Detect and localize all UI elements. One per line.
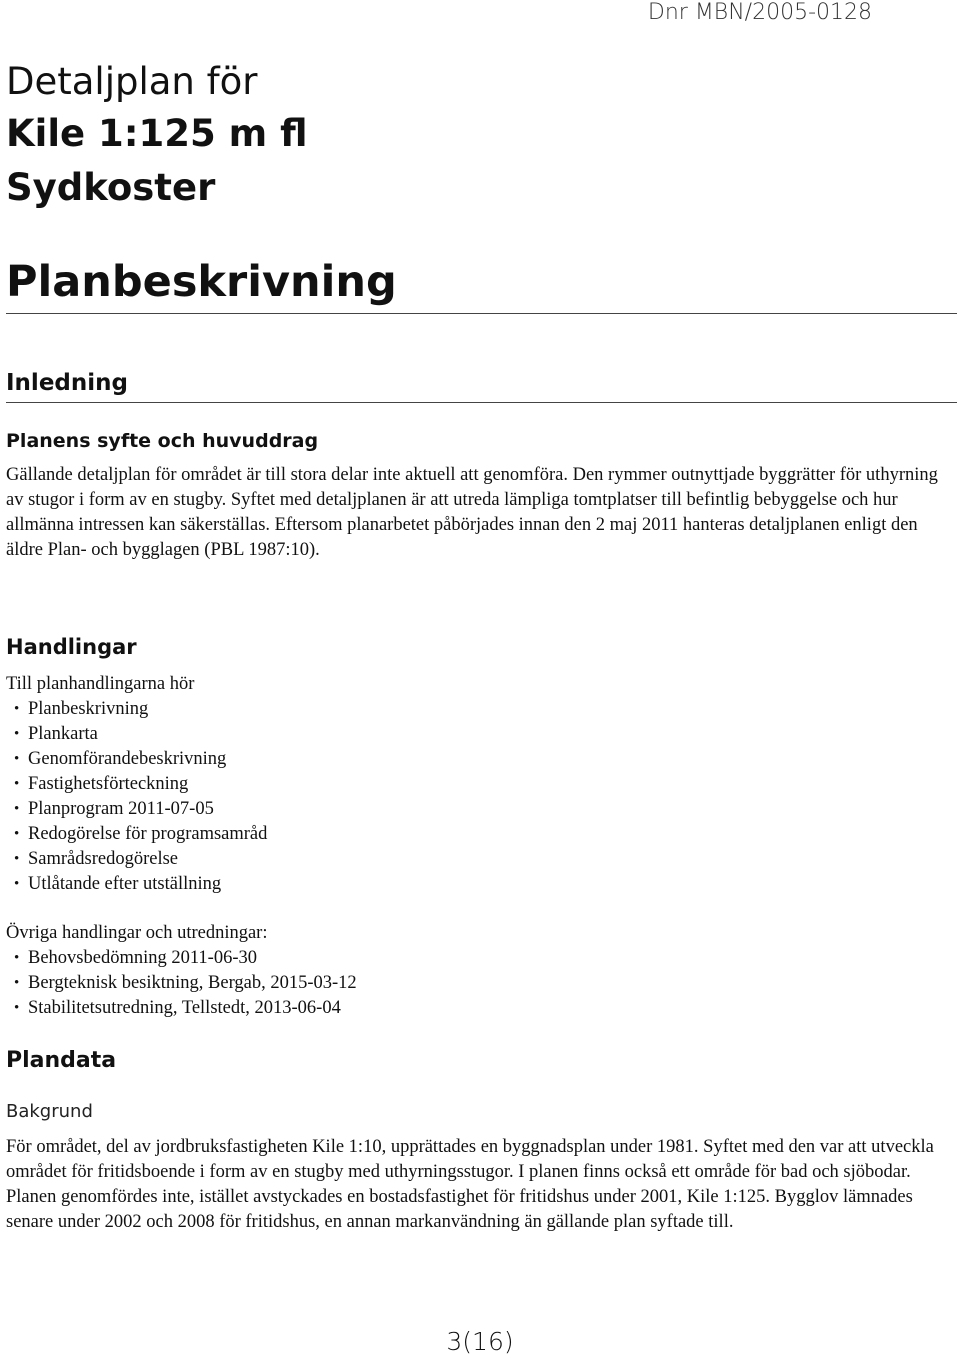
ovriga-intro: Övriga handlingar och utredningar:: [6, 923, 268, 943]
title-line-3: Sydkoster: [6, 166, 216, 209]
list-item: • Bergteknisk besiktning, Bergab, 2015-03-12: [14, 971, 357, 996]
list-item: • Redogörelse för programsamråd: [14, 822, 267, 847]
divider-line: [6, 402, 957, 403]
subheading-planens-syfte: Planens syfte och huvuddrag: [6, 430, 319, 452]
section-heading-inledning: Inledning: [6, 370, 128, 396]
list-item: • Utlåtande efter utställning: [14, 872, 267, 897]
paragraph-syfte: Gällande detaljplan för området är till stora delar inte aktuell att genomföra. Den rymmer outnyttjade byggrätter för uthyrning av stugor i form av en stugby. Syftet med detaljplanen är att utreda lämpliga tomtplatser till befintlig bebyggelse och hur allmänna intressen kan säkerställas. Eftersom planarbetet påbörjades innan den 2 maj 2011 hanteras detaljplanen enligt den äldre Plan- och bygglagen (PBL 1987:10).: [6, 465, 938, 560]
handlingar-intro: Till planhandlingarna hör: [6, 674, 195, 694]
document-type-heading: Planbeskrivning: [6, 257, 397, 307]
page-number: 3(16): [446, 1327, 514, 1356]
ovriga-list: [14, 946, 357, 1021]
subheading-bakgrund: Bakgrund: [6, 1101, 93, 1122]
section-heading-plandata: Plandata: [6, 1048, 117, 1073]
list-item: • Behovsbedömning 2011-06-30: [14, 946, 357, 971]
list-item: • Stabilitetsutredning, Tellstedt, 2013-06-04: [14, 996, 357, 1021]
title-line-1: Detaljplan för: [6, 60, 258, 103]
list-item: • Plankarta: [14, 722, 267, 747]
list-item: • Planbeskrivning: [14, 697, 267, 722]
list-item: • Genomförandebeskrivning: [14, 747, 267, 772]
subheading-handlingar: Handlingar: [6, 635, 137, 659]
divider-line: [6, 313, 957, 314]
handlingar-list: [14, 697, 267, 897]
paragraph-bakgrund: För området, del av jordbruksfastigheten Kile 1:10, upprättades en byggnadsplan under 1981. Syftet med den var att utveckla området för fritidsboende i form av en stugby med uthyrningsstugor. I planen finns också ett område för bad och sjöbodar. Planen genomfördes inte, istället avstyckades en bostadsfastighet för fritidshus under 2001, Kile 1:125. Bygglov lämnades senare under 2002 och 2008 för fritidshus, en annan markanvändning än gällande plan syftade till.: [6, 1137, 934, 1232]
list-item: • Fastighetsförteckning: [14, 772, 267, 797]
list-item: • Samrådsredogörelse: [14, 847, 267, 872]
document-reference-number: Dnr MBN/2005-0128: [647, 0, 872, 25]
title-line-2: Kile 1:125 m fl: [6, 112, 308, 155]
list-item: • Planprogram 2011-07-05: [14, 797, 267, 822]
